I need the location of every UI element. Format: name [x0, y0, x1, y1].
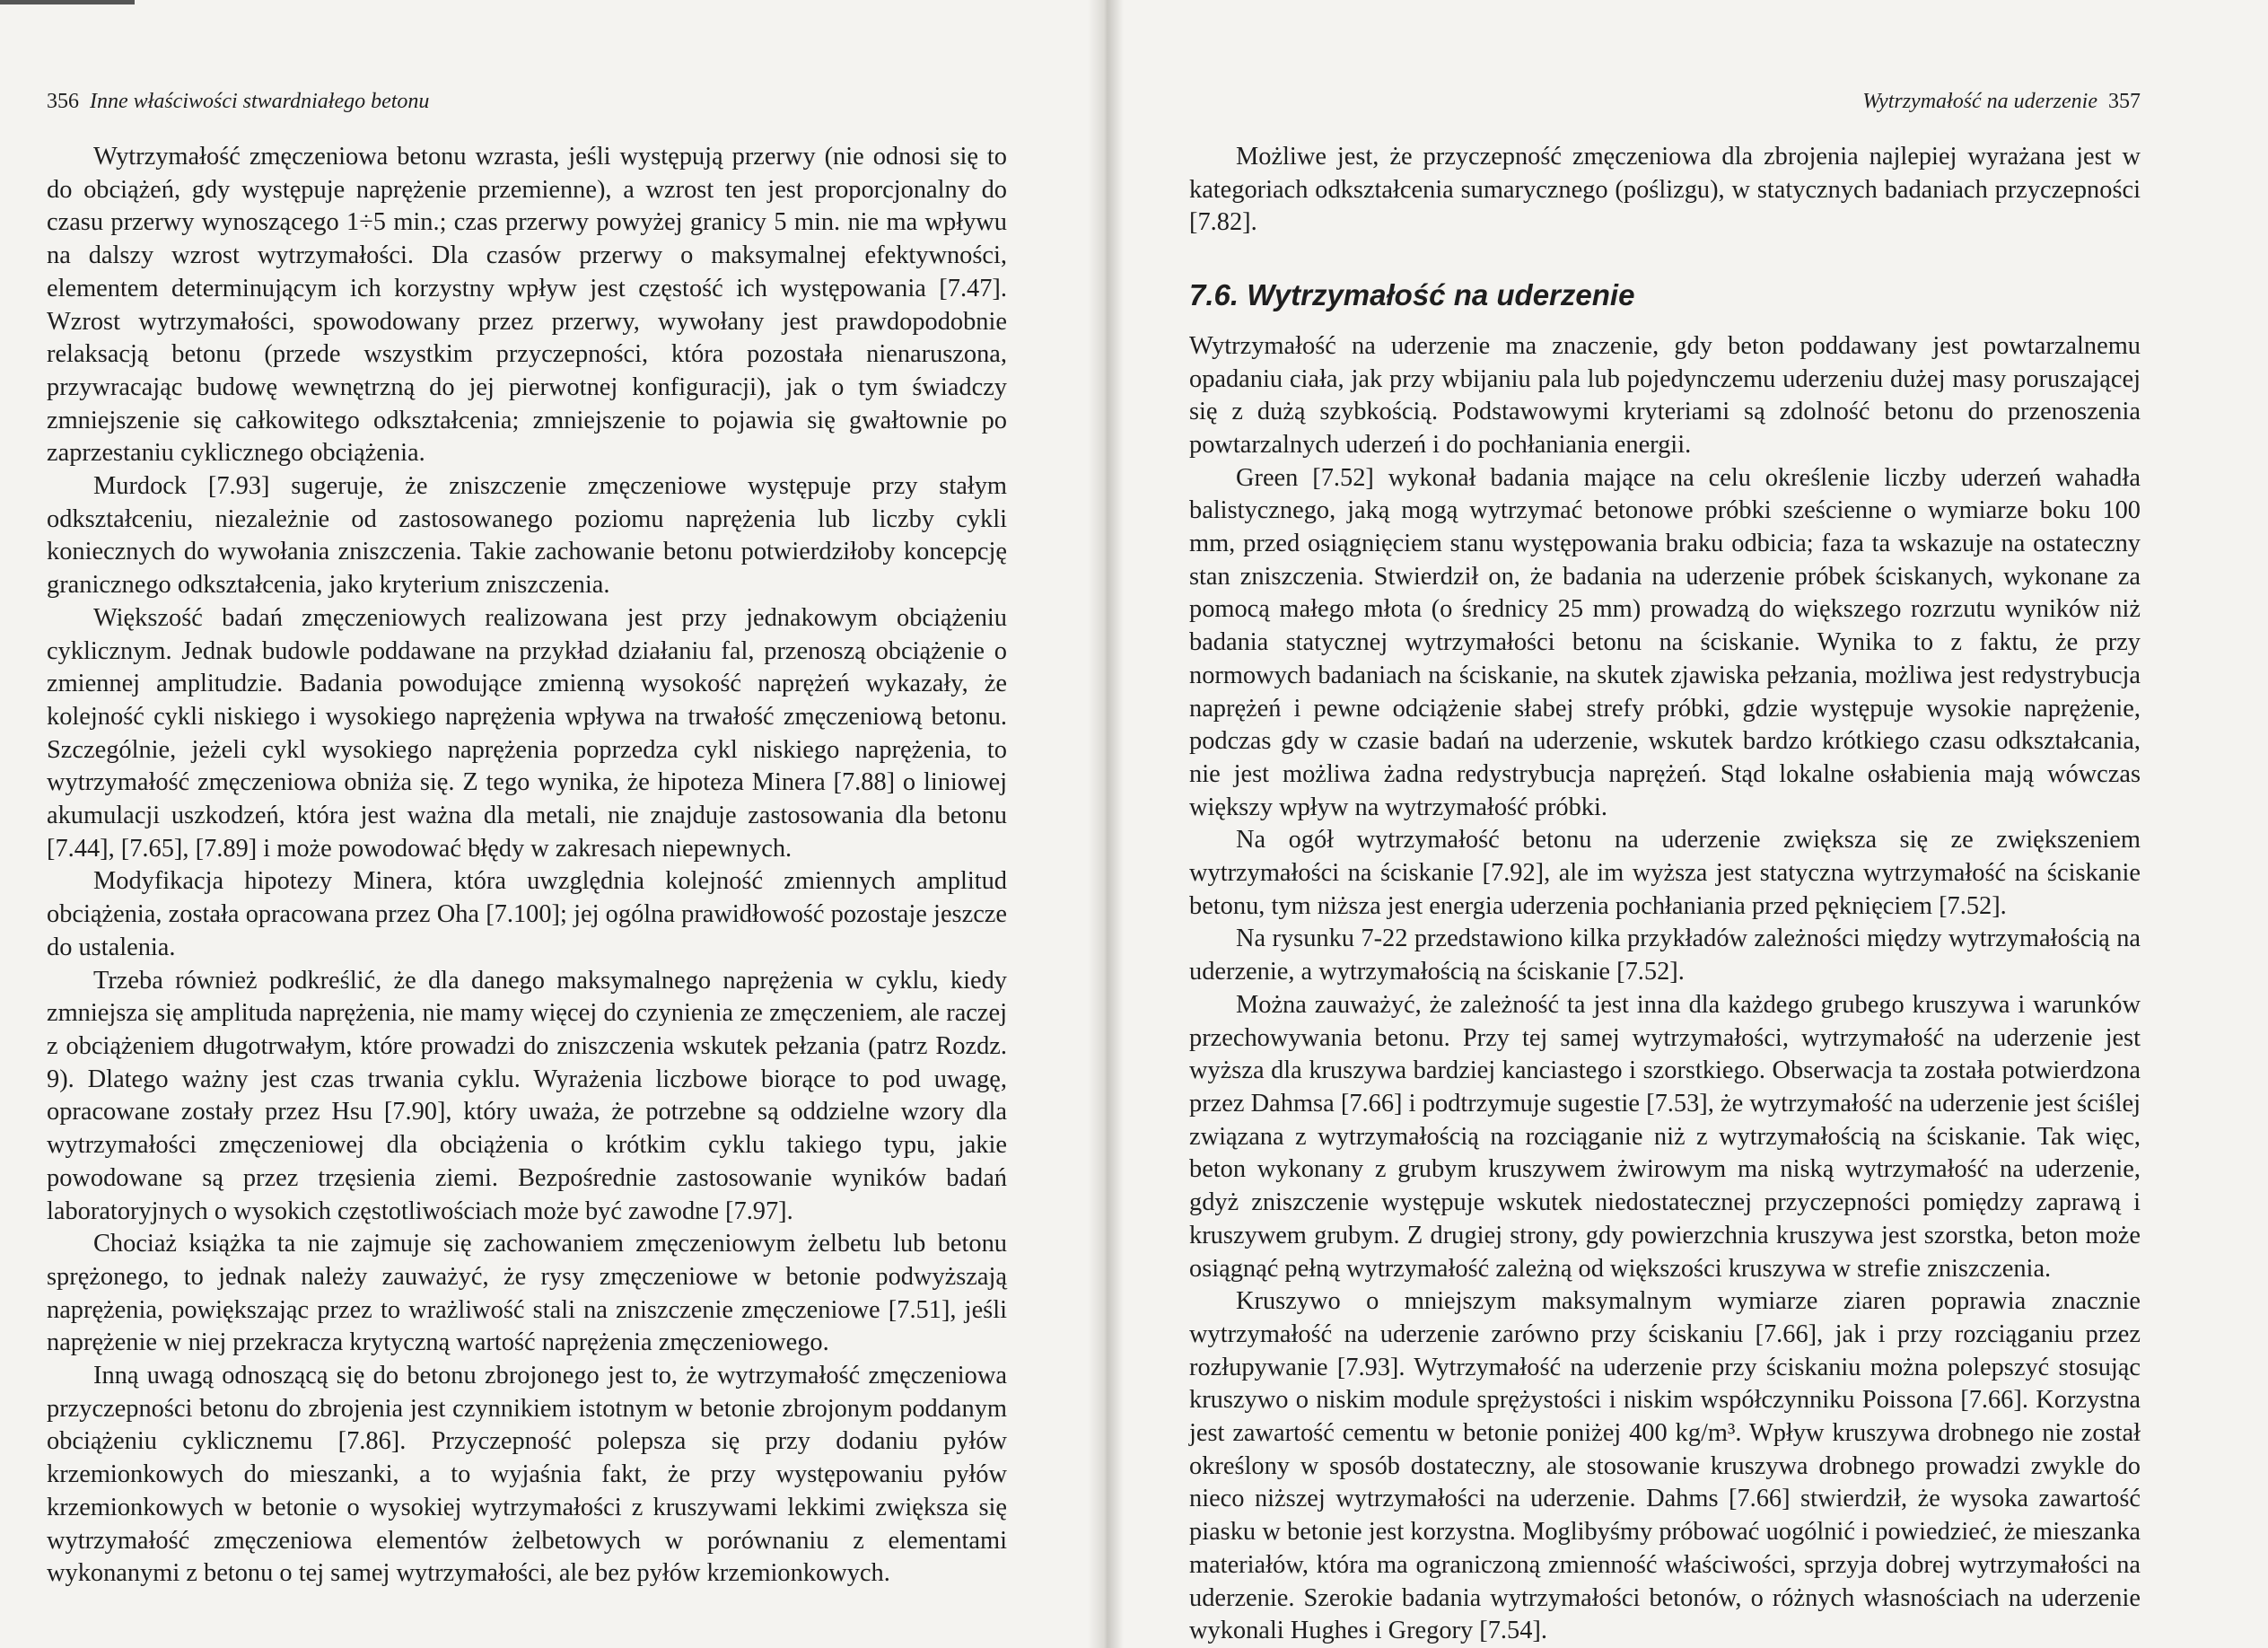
paragraph: Można zauważyć, że zależność ta jest inna dla każdego grubego kruszywa i warunków przechowywania betonu. Przy tej samej wytrzymałości, wytrzymałość na uderzenie jest wyższa dla kruszywa bardziej kanciastego i szorstkiego. Obserwacja ta została potwierdzona przez Dahmsa [7.66] i podtrzymuje sugestie [7.53], że wytrzymałość na uderzenie jest ściślej związana z wytrzymałością na rozciąganie niż z wytrzymałością na ściskanie. Tak więc, beton wykonany z grubym kruszywem żwirowym ma niską wytrzymałość na uderzenie, gdyż zniszczenie występuje wskutek niedostatecznej przyczepności pomiędzy zaprawą i kruszywem grubym. Z drugiej strony, gdy powierzchnia kruszywa jest szorstka, beton może osiągnąć pełną wytrzymałość zależną od większości kruszywa w strefie zniszczenia. — [1189, 990, 2141, 1283]
right-page-body — [1189, 141, 2141, 1648]
paragraph: Wytrzymałość zmęczeniowa betonu wzrasta, jeśli występują przerwy (nie odnosi się to do obciążeń, gdy występuje naprężenie przemienne), a wzrost ten jest proporcjonalny do czasu przerwy wynoszącego 1÷5 min.; czas przerwy powyżej granicy 5 min. nie ma wpływu na dalszy wzrost wytrzymałości. Dla czasów przerwy o maksymalnej efektywności, elementem determinującym ich korzystny wpływ jest częstość ich występowania [7.47]. Wzrost wytrzymałości, spowodowany przez przerwy, wywołany jest prawdopodobnie relaksacją betonu (przede wszystkim przyczepności, która pozostała nienaruszona, przywracając budowę wewnętrzną do jej pierwotnej konfiguracji), jak o tym świadczy zmniejszenie się całkowitego odkształcenia; zmniejszenie to pojawia się gwałtownie po zaprzestaniu cyklicznego obciążenia. — [47, 143, 1007, 468]
paragraph: Murdock [7.93] sugeruje, że zniszczenie zmęczeniowe występuje przy stałym odkształceniu, niezależnie od zastosowanego poziomu naprężenia lub liczby cykli koniecznych do wywołania zniszczenia. Takie zachowanie betonu potwierdziłoby koncepcję granicznego odkształcenia, jako kryterium zniszczenia. — [47, 472, 1007, 600]
paragraph: Wytrzymałość na uderzenie ma znaczenie, gdy beton poddawany jest powtarzalnemu opadaniu ciała, jak przy wbijaniu pala lub pojedynczemu uderzeniu dużej masy poruszającej się z dużą szybkością. Podstawowymi kryteriami są zdolność betonu do przenoszenia powtarzalnych uderzeń i do pochłaniania energii. — [1189, 331, 2141, 459]
left-page-body — [47, 141, 1007, 1591]
right-page-header — [1862, 90, 2141, 114]
right-page-number: 357 — [2108, 90, 2141, 113]
book-spine-shadow — [1088, 0, 1124, 1648]
paragraph: Na rysunku 7-22 przedstawiono kilka przykładów zależności między wytrzymałością na uderzenie, a wytrzymałością na ściskanie [7.52]. — [1189, 925, 2141, 986]
paragraph: Trzeba również podkreślić, że dla danego maksymalnego naprężenia w cyklu, kiedy zmniejsza się amplituda naprężenia, nie mamy więcej do czynienia ze zmęczeniem, ale raczej z obciążeniem długotrwałym, które prowadzi do zniszczenia wskutek pełzania (patrz Rozdz. 9). Dlatego ważny jest czas trwania cyklu. Wyrażenia liczbowe biorące to pod uwagę, opracowane zostały przez Hsu [7.90], który uważa, że potrzebne są oddzielne wzory dla wytrzymałości zmęczeniowej dla obciążenia o krótkim cyklu takiego typu, jakie powodowane są przez trzęsienia ziemi. Bezpośrednie zastosowanie wyników badań laboratoryjnych o wysokich częstotliwościach może być zawodne [7.97]. — [47, 966, 1007, 1225]
paragraph: Większość badań zmęczeniowych realizowana jest przy jednakowym obciążeniu cyklicznym. Jednak budowle poddawane na przykład działaniu fal, przenoszą obciążenie o zmiennej amplitudzie. Badania powodujące zmienną wysokość naprężeń wykazały, że kolejność cykli niskiego i wysokiego naprężenia wpływa na trwałość zmęczeniową betonu. Szczególnie, jeżeli cykl wysokiego naprężenia poprzedza cykl niskiego naprężenia, to wytrzymałość zmęczeniowa obniża się. Z tego wynika, że hipoteza Minera [7.88] o liniowej akumulacji uszkodzeń, która jest ważna dla metali, nie znajduje zastosowania dla betonu [7.44], [7.65], [7.89] i może powodować błędy w zakresach niepewnych. — [47, 603, 1007, 863]
section-heading: 7.6. Wytrzymałość na uderzenie — [1189, 278, 1635, 312]
intro-paragraph: Możliwe jest, że przyczepność zmęczeniowa dla zbrojenia najlepiej wyrażana jest w kategoriach odkształcenia sumarycznego (poślizgu), w statycznych badaniach przyczepności [7.82]. — [1189, 143, 2141, 237]
right-running-title: Wytrzymałość na uderzenie — [1862, 90, 2097, 113]
paragraph: Na ogół wytrzymałość betonu na uderzenie zwiększa się ze zwiększeniem wytrzymałości na ściskanie [7.92], ale im wyższa jest statyczna wytrzymałość na ściskanie betonu, tym niższa jest energia uderzenia pochłaniania przed pęknięciem [7.52]. — [1189, 826, 2141, 920]
paragraph: Chociaż książka ta nie zajmuje się zachowaniem zmęczeniowym żelbetu lub betonu sprężonego, to jednak należy zauważyć, że rysy zmęczeniowe w betonie podwyższają naprężenia, powiększając przez to wrażliwość stali na zniszczenie zmęczeniowe [7.51], jeśli naprężenie w niej przekracza krytyczną wartość naprężenia zmęczeniowego. — [47, 1230, 1007, 1357]
paragraph: Green [7.52] wykonał badania mające na celu określenie liczby uderzeń wahadła balistycznego, jaką mogą wytrzymać betonowe próbki sześcienne o wymiarze boku 100 mm, przed osiągnięciem stanu występowania braku odbicia; faza ta wskazuje na ostateczny stan zniszczenia. Stwierdził on, że badania na uderzenie próbek ściskanych, wykonane za pomocą małego młota (o średnicy 25 mm) prowadzą do większego rozrzutu wyników niż badania statycznej wytrzymałości betonu na ściskanie. Wynika to z faktu, że przy normowych badaniach na ściskanie, na skutek zjawiska pełzania, możliwa jest redystrybucja naprężeń i pewne odciążenie słabej strefy próbki, gdzie występuje wysokie naprężenie, podczas gdy w czasie badań na uderzenie, wskutek bardzo krótkiego czasu odkształcania, nie jest możliwa żadna redystrybucja naprężeń. Stąd lokalne osłabienia mają wówczas większy wpływ na wytrzymałość próbki. — [1189, 463, 2141, 821]
paragraph: Inną uwagą odnoszącą się do betonu zbrojonego jest to, że wytrzymałość zmęczeniowa przyczepności betonu do zbrojenia jest czynnikiem istotnym w betonie zbrojonym poddanym obciążeniu cyklicznemu [7.86]. Przyczepność polepsza się przy dodaniu pyłów krzemionkowych do mieszanki, a to wyjaśnia fakt, że przy występowaniu pyłów krzemionkowych w betonie o wysokiej wytrzymałości z kruszywami lekkimi zwiększa się wytrzymałość zmęczeniowa elementów żelbetowych w porównaniu z elementami wykonanymi z betonu o tej samej wytrzymałości, ale bez pyłów krzemionkowych. — [47, 1362, 1007, 1588]
right-page — [1189, 0, 2141, 1648]
paragraph: Modyfikacja hipotezy Minera, która uwzględnia kolejność zmiennych amplitud obciążenia, została opracowana przez Oha [7.100]; jej ogólna prawidłowość pozostaje jeszcze do ustalenia. — [47, 867, 1007, 961]
left-page-number: 356 — [47, 90, 79, 113]
left-page-header — [47, 90, 429, 114]
paragraph: Kruszywo o mniejszym maksymalnym wymiarze ziaren poprawia znacznie wytrzymałość na uderzenie zarówno przy ściskaniu [7.66], jak i przy rozciąganiu przez rozłupywanie [7.93]. Wytrzymałość na uderzenie przy ściskaniu można polepszyć stosując kruszywo o niskim module sprężystości i niskim współczynniku Poissona [7.66]. Korzystna jest zawartość cementu w betonie poniżej 400 kg/m³. Wpływ kruszywa drobnego nie został określony w sposób dostateczny, ale stosowanie kruszywa drobnego prowadzi zwykle do nieco niższej wytrzymałości na uderzenie. Dahms [7.66] stwierdził, że wysoka zawartość piasku w betonie jest korzystna. Moglibyśmy próbować uogólnić i powiedzieć, że mieszanka materiałów, która ma ograniczoną zmienność właściwości, sprzyja dobrej wytrzymałości na uderzenie. Szerokie badania wytrzymałości betonów, o różnych własnościach na uderzenie wykonali Hughes i Gregory [7.54]. — [1189, 1287, 2141, 1645]
left-page — [47, 0, 1007, 1648]
left-running-title: Inne właściwości stwardniałego betonu — [90, 90, 430, 113]
